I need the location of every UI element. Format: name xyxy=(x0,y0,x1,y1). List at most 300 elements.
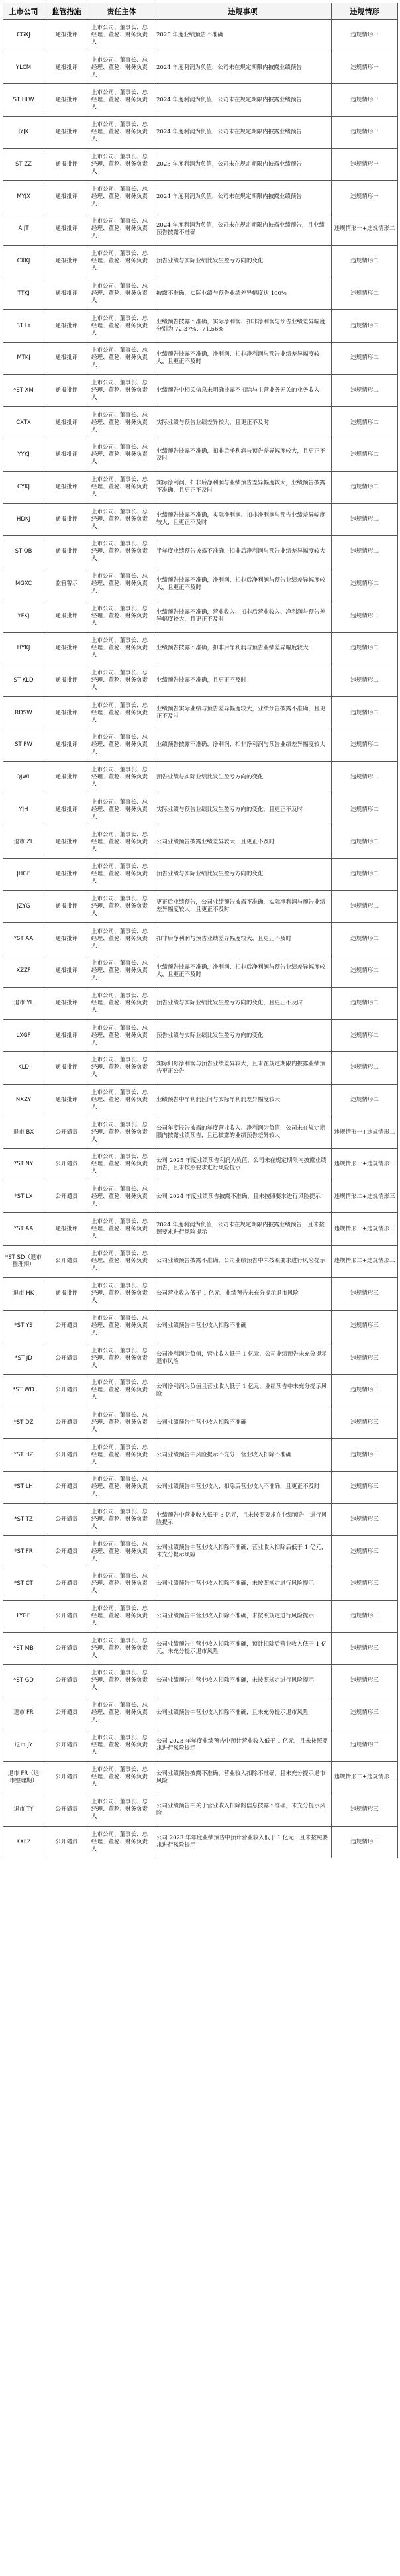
table-row xyxy=(3,890,398,923)
company-cell: *ST NY xyxy=(3,1149,44,1181)
matter-cell: 业绩预告中营业收入低于 3 亿元，且未按照要求在业绩预告中进行风险提示 xyxy=(154,1503,332,1536)
matter-cell: 预告业绩与实际业绩比发生盈亏方向的变化 xyxy=(154,761,332,794)
type-cell: 违规情形二 xyxy=(332,697,398,729)
table-row xyxy=(3,374,398,407)
company-cell: *ST JD xyxy=(3,1342,44,1375)
company-cell: *ST MB xyxy=(3,1633,44,1665)
matter-cell: 实际归母净利润与预告业绩差异较大，且未在规定期限内披露业绩预告更正公告 xyxy=(154,1052,332,1085)
type-cell: 违规情形三 xyxy=(332,1439,398,1472)
subject-cell: 上市公司、董事长、总经理、董秘、财务负责人 xyxy=(89,342,154,374)
subject-cell: 上市公司、董事长、总经理、董秘、财务负责人 xyxy=(89,890,154,923)
company-cell: *ST FR xyxy=(3,1536,44,1568)
company-cell: LYGF xyxy=(3,1600,44,1633)
company-cell: QJWL xyxy=(3,761,44,794)
company-cell: 退市 FR xyxy=(3,1697,44,1729)
matter-cell: 公司业绩预告披露不准确，营业收入扣除不准确，且未充分提示退市风险 xyxy=(154,1762,332,1794)
matter-cell: 业绩预告披露不准确，实际净利润、扣非净利润与预告业绩差异幅度较大，且更正不及时 xyxy=(154,504,332,536)
type-cell: 违规情形二 xyxy=(332,278,398,310)
matter-cell: 2024 年度利润为负值，公司未在规定期限内披露业绩预告 xyxy=(154,117,332,149)
matter-cell: 公司业绩预告中营业收入扣除不准确 xyxy=(154,1310,332,1342)
measure-cell: 通报批评 xyxy=(44,923,89,955)
table-row xyxy=(3,1697,398,1729)
measure-cell: 通报批评 xyxy=(44,697,89,729)
company-cell: *ST WD xyxy=(3,1374,44,1407)
matter-cell: 预告业绩与实际业绩比发生盈亏方向的变化 xyxy=(154,1020,332,1052)
company-cell: *ST AA xyxy=(3,923,44,955)
company-cell: 退市 HK xyxy=(3,1277,44,1310)
subject-cell: 上市公司、董事长、总经理、董秘、财务负责人 xyxy=(89,310,154,343)
type-cell: 违规情形一 xyxy=(332,20,398,52)
type-cell: 违规情形二 xyxy=(332,504,398,536)
matter-cell: 2024 年度利润为负值，公司未在规定期限内披露业绩预告，且未按照要求进行风险提示 xyxy=(154,1213,332,1246)
company-cell: 退市 BX xyxy=(3,1116,44,1149)
measure-cell: 公开谴责 xyxy=(44,1794,89,1826)
type-cell: 违规情形二+违规情形三 xyxy=(332,1246,398,1278)
measure-cell: 通报批评 xyxy=(44,407,89,439)
table-row xyxy=(3,245,398,278)
header-subject: 责任主体 xyxy=(89,3,154,20)
measure-cell: 通报批评 xyxy=(44,1020,89,1052)
type-cell: 违规情形二 xyxy=(332,342,398,374)
matter-cell: 公司净利润为负值，营业收入低于 1 亿元，公司业绩预告未充分提示退市风险 xyxy=(154,1342,332,1375)
table-row xyxy=(3,633,398,665)
table-row xyxy=(3,568,398,600)
matter-cell: 公司净利润为负值且营业收入低于 1 亿元，业绩预告中未充分提示风险 xyxy=(154,1374,332,1407)
table-row xyxy=(3,761,398,794)
type-cell: 违规情形二 xyxy=(332,923,398,955)
table-row xyxy=(3,600,398,633)
subject-cell: 上市公司、董事长、总经理、董秘、财务负责人 xyxy=(89,858,154,890)
type-cell: 违规情形二 xyxy=(332,310,398,343)
company-cell: JHGF xyxy=(3,858,44,890)
table-row xyxy=(3,1503,398,1536)
table-row xyxy=(3,342,398,374)
table-row xyxy=(3,1213,398,1246)
type-cell: 违规情形二 xyxy=(332,665,398,697)
subject-cell: 上市公司、董事长、总经理、董秘、财务负责人 xyxy=(89,1052,154,1085)
subject-cell: 上市公司、董事长、总经理、董秘、财务负责人 xyxy=(89,1697,154,1729)
table-row xyxy=(3,1633,398,1665)
subject-cell: 上市公司、董事长、总经理、董秘、财务负责人 xyxy=(89,84,154,117)
company-cell: 退市 YL xyxy=(3,987,44,1020)
matter-cell: 公司 2023 年年度业绩预告中预计营业收入低于 1 亿元，且未按照要求进行风险提示 xyxy=(154,1826,332,1858)
subject-cell: 上市公司、董事长、总经理、董秘、财务负责人 xyxy=(89,536,154,568)
table-row xyxy=(3,987,398,1020)
header-matter: 违规事项 xyxy=(154,3,332,20)
company-cell: 退市 FR（退市整理期） xyxy=(3,1762,44,1794)
type-cell: 违规情形二 xyxy=(332,600,398,633)
subject-cell: 上市公司、董事长、总经理、董秘、财务负责人 xyxy=(89,213,154,246)
table-row xyxy=(3,729,398,762)
company-cell: 退市 ZL xyxy=(3,826,44,859)
type-cell: 违规情形三 xyxy=(332,1471,398,1503)
matter-cell: 业绩预告中净利润区间与实际净利润差异幅度较大 xyxy=(154,1084,332,1116)
company-cell: MGXC xyxy=(3,568,44,600)
table-row xyxy=(3,439,398,471)
company-cell: *ST TZ xyxy=(3,1503,44,1536)
measure-cell: 监管警示 xyxy=(44,568,89,600)
matter-cell: 更正后业绩预告，公司业绩预告披露不准确，实际净利润与预告业绩差异幅度较大，且更正不及时 xyxy=(154,890,332,923)
company-cell: YYKJ xyxy=(3,439,44,471)
type-cell: 违规情形三 xyxy=(332,1600,398,1633)
company-cell: *ST AA xyxy=(3,1213,44,1246)
company-cell: *ST LH xyxy=(3,1471,44,1503)
table-row xyxy=(3,955,398,987)
measure-cell: 公开谴责 xyxy=(44,1439,89,1472)
table-row xyxy=(3,858,398,890)
subject-cell: 上市公司、董事长、总经理、董秘、财务负责人 xyxy=(89,761,154,794)
matter-cell: 公司业绩预告中营业收入扣除不准确，营业收入扣除后低于 1 亿元，未充分提示风险 xyxy=(154,1536,332,1568)
company-cell: LXGF xyxy=(3,1020,44,1052)
type-cell: 违规情形二 xyxy=(332,761,398,794)
type-cell: 违规情形三 xyxy=(332,1374,398,1407)
company-cell: CXKJ xyxy=(3,245,44,278)
measure-cell: 通报批评 xyxy=(44,665,89,697)
table-row xyxy=(3,536,398,568)
measure-cell: 通报批评 xyxy=(44,181,89,213)
matter-cell: 业绩预告披露不准确，净利润、扣非净利润与预告业绩差异幅度较大，且更正不及时 xyxy=(154,342,332,374)
table-row xyxy=(3,1439,398,1472)
type-cell: 违规情形二 xyxy=(332,633,398,665)
subject-cell: 上市公司、董事长、总经理、董秘、财务负责人 xyxy=(89,1374,154,1407)
matter-cell: 2025 年度业绩预告不准确 xyxy=(154,20,332,52)
subject-cell: 上市公司、董事长、总经理、董秘、财务负责人 xyxy=(89,826,154,859)
subject-cell: 上市公司、董事长、总经理、董秘、财务负责人 xyxy=(89,1665,154,1697)
matter-cell: 公司业绩预告中营业收入扣除不准确，未按照规定进行风险提示 xyxy=(154,1665,332,1697)
table-row xyxy=(3,923,398,955)
measure-cell: 公开谴责 xyxy=(44,1600,89,1633)
measure-cell: 通报批评 xyxy=(44,504,89,536)
measure-cell: 公开谴责 xyxy=(44,1503,89,1536)
measure-cell: 通报批评 xyxy=(44,890,89,923)
table-row xyxy=(3,1794,398,1826)
matter-cell: 半年度业绩预告披露不准确，扣非后净利润与预告业绩差异幅度较大 xyxy=(154,536,332,568)
table-row xyxy=(3,1310,398,1342)
type-cell: 违规情形二 xyxy=(332,729,398,762)
table-row xyxy=(3,665,398,697)
company-cell: HYKJ xyxy=(3,633,44,665)
matter-cell: 2024 年度利润为负值，公司未在规定期限内披露业绩预告 xyxy=(154,52,332,84)
matter-cell: 预告业绩与实际业绩比发生盈亏方向的变化 xyxy=(154,245,332,278)
matter-cell: 业绩预告披露不准确，且更正不及时 xyxy=(154,665,332,697)
type-cell: 违规情形三 xyxy=(332,1826,398,1858)
table-row xyxy=(3,1826,398,1858)
subject-cell: 上市公司、董事长、总经理、董秘、财务负责人 xyxy=(89,1471,154,1503)
matter-cell: 业绩预告实际业绩与预告差异幅度较大，业绩预告披露不准确，且更正不及时 xyxy=(154,697,332,729)
measure-cell: 通报批评 xyxy=(44,342,89,374)
table-row xyxy=(3,1665,398,1697)
subject-cell: 上市公司、董事长、总经理、董秘、财务负责人 xyxy=(89,1633,154,1665)
matter-cell: 2023 年度利润为负值，公司未在规定期限内披露业绩预告 xyxy=(154,148,332,181)
table-row xyxy=(3,20,398,52)
company-cell: TTKJ xyxy=(3,278,44,310)
matter-cell: 公司年度报告披露的年度营业收入、净利润为负值，公司未在规定期限内披露业绩预告，且已披露的业绩预告差异较大 xyxy=(154,1116,332,1149)
subject-cell: 上市公司、董事长、总经理、董秘、财务负责人 xyxy=(89,1794,154,1826)
matter-cell: 预告业绩与实际业绩比发生盈亏方向的变化，且更正不及时 xyxy=(154,987,332,1020)
table-row xyxy=(3,1600,398,1633)
subject-cell: 上市公司、董事长、总经理、董秘、财务负责人 xyxy=(89,665,154,697)
subject-cell: 上市公司、董事长、总经理、董秘、财务负责人 xyxy=(89,374,154,407)
matter-cell: 公司 2023 年年度业绩预告中预计营业收入低于 1 亿元，且未按照要求进行风险提示 xyxy=(154,1729,332,1762)
subject-cell: 上市公司、董事长、总经理、董秘、财务负责人 xyxy=(89,1536,154,1568)
measure-cell: 公开谴责 xyxy=(44,1729,89,1762)
subject-cell: 上市公司、董事长、总经理、董秘、财务负责人 xyxy=(89,504,154,536)
measure-cell: 通报批评 xyxy=(44,1084,89,1116)
type-cell: 违规情形二+违规情形三 xyxy=(332,1181,398,1213)
type-cell: 违规情形二 xyxy=(332,858,398,890)
table-row xyxy=(3,1762,398,1794)
subject-cell: 上市公司、董事长、总经理、董秘、财务负责人 xyxy=(89,1729,154,1762)
table-row xyxy=(3,504,398,536)
subject-cell: 上市公司、董事长、总经理、董秘、财务负责人 xyxy=(89,1213,154,1246)
subject-cell: 上市公司、董事长、总经理、董秘、财务负责人 xyxy=(89,1600,154,1633)
table-row xyxy=(3,1116,398,1149)
measure-cell: 通报批评 xyxy=(44,213,89,246)
company-cell: MTKJ xyxy=(3,342,44,374)
subject-cell: 上市公司、董事长、总经理、董秘、财务负责人 xyxy=(89,794,154,826)
measure-cell: 公开谴责 xyxy=(44,1471,89,1503)
subject-cell: 上市公司、董事长、总经理、董秘、财务负责人 xyxy=(89,471,154,504)
type-cell: 违规情形二 xyxy=(332,568,398,600)
matter-cell: 公司业绩预告中营业收入扣除不准确，预计扣除后营业收入低于 1 亿元，未充分提示退市风险 xyxy=(154,1633,332,1665)
measure-cell: 公开谴责 xyxy=(44,1568,89,1601)
matter-cell: 扣非后净利润与预告业绩差异幅度较大，且更正不及时 xyxy=(154,923,332,955)
subject-cell: 上市公司、董事长、总经理、董秘、财务负责人 xyxy=(89,697,154,729)
company-cell: JZYG xyxy=(3,890,44,923)
table-row xyxy=(3,407,398,439)
measure-cell: 通报批评 xyxy=(44,858,89,890)
measure-cell: 通报批评 xyxy=(44,117,89,149)
matter-cell: 公司业绩预告中营业收入扣除不准确，且未充分提示退市风险 xyxy=(154,1697,332,1729)
table-row xyxy=(3,1568,398,1601)
measure-cell: 通报批评 xyxy=(44,148,89,181)
company-cell: *ST HZ xyxy=(3,1439,44,1472)
company-cell: HDKJ xyxy=(3,504,44,536)
table-row xyxy=(3,1374,398,1407)
type-cell: 违规情形二 xyxy=(332,987,398,1020)
measure-cell: 公开谴责 xyxy=(44,1181,89,1213)
violation-table xyxy=(3,3,398,1858)
measure-cell: 公开谴责 xyxy=(44,1697,89,1729)
subject-cell: 上市公司、董事长、总经理、董秘、财务负责人 xyxy=(89,181,154,213)
type-cell: 违规情形三 xyxy=(332,1342,398,1375)
matter-cell: 业绩预告披露不准确，扣非后净利润与预告差异幅度较大，且更正不及时 xyxy=(154,439,332,471)
subject-cell: 上市公司、董事长、总经理、董秘、财务负责人 xyxy=(89,1503,154,1536)
type-cell: 违规情形二 xyxy=(332,407,398,439)
table-row xyxy=(3,1729,398,1762)
type-cell: 违规情形二 xyxy=(332,1084,398,1116)
matter-cell: 业绩预告披露不准确，净利润、扣非后净利润与预告业绩差异幅度较大，且更正不及时 xyxy=(154,955,332,987)
company-cell: AJJT xyxy=(3,213,44,246)
subject-cell: 上市公司、董事长、总经理、董秘、财务负责人 xyxy=(89,1116,154,1149)
subject-cell: 上市公司、董事长、总经理、董秘、财务负责人 xyxy=(89,148,154,181)
matter-cell: 实际净利润、扣非后净利润与业绩预告差异幅度较大，业绩预告披露不准确，且更正不及时 xyxy=(154,471,332,504)
table-row xyxy=(3,1536,398,1568)
company-cell: CXTX xyxy=(3,407,44,439)
table-header-row xyxy=(3,3,398,20)
table-row xyxy=(3,1181,398,1213)
matter-cell: 公司业绩预告披露不准确，公司业绩预告中未按照要求进行风险提示 xyxy=(154,1246,332,1278)
company-cell: YLCM xyxy=(3,52,44,84)
company-cell: ST QB xyxy=(3,536,44,568)
subject-cell: 上市公司、董事长、总经理、董秘、财务负责人 xyxy=(89,245,154,278)
type-cell: 违规情形一+违规情形二 xyxy=(332,1116,398,1149)
company-cell: *ST XM xyxy=(3,374,44,407)
company-cell: RDSW xyxy=(3,697,44,729)
company-cell: MYJX xyxy=(3,181,44,213)
type-cell: 违规情形一+违规情形三 xyxy=(332,1149,398,1181)
table-row xyxy=(3,1246,398,1278)
measure-cell: 公开谴责 xyxy=(44,1665,89,1697)
subject-cell: 上市公司、董事长、总经理、董秘、财务负责人 xyxy=(89,1149,154,1181)
measure-cell: 公开谴责 xyxy=(44,1310,89,1342)
header-measure: 监管措施 xyxy=(44,3,89,20)
measure-cell: 通报批评 xyxy=(44,729,89,762)
measure-cell: 通报批评 xyxy=(44,826,89,859)
company-cell: *ST DZ xyxy=(3,1407,44,1439)
company-cell: ST LY xyxy=(3,310,44,343)
type-cell: 违规情形一 xyxy=(332,84,398,117)
matter-cell: 公司业绩预告中风险提示不充分，营业收入扣除不准确 xyxy=(154,1439,332,1472)
company-cell: ST PW xyxy=(3,729,44,762)
subject-cell: 上市公司、董事长、总经理、董秘、财务负责人 xyxy=(89,407,154,439)
type-cell: 违规情形二 xyxy=(332,1052,398,1085)
measure-cell: 公开谴责 xyxy=(44,1342,89,1375)
company-cell: NXZY xyxy=(3,1084,44,1116)
company-cell: ST ZZ xyxy=(3,148,44,181)
subject-cell: 上市公司、董事长、总经理、董秘、财务负责人 xyxy=(89,52,154,84)
matter-cell: 预告业绩与实际业绩比发生盈亏方向的变化 xyxy=(154,858,332,890)
table-row xyxy=(3,1020,398,1052)
measure-cell: 通报批评 xyxy=(44,600,89,633)
type-cell: 违规情形二 xyxy=(332,245,398,278)
company-cell: *ST YS xyxy=(3,1310,44,1342)
type-cell: 违规情形二 xyxy=(332,890,398,923)
type-cell: 违规情形二 xyxy=(332,1020,398,1052)
type-cell: 违规情形三 xyxy=(332,1310,398,1342)
type-cell: 违规情形一 xyxy=(332,117,398,149)
type-cell: 违规情形三 xyxy=(332,1503,398,1536)
matter-cell: 公司业绩预告中营业收入扣除不准确 xyxy=(154,1407,332,1439)
subject-cell: 上市公司、董事长、总经理、董秘、财务负责人 xyxy=(89,923,154,955)
matter-cell: 业绩预告披露不准确，营业收入、扣非后营业收入、净利润与预告差异幅度较大，且更正不及时 xyxy=(154,600,332,633)
matter-cell: 业绩预告披露不准确，实际净利润、扣非净利润与预告业绩差异幅度分别为 72.37%、71.56% xyxy=(154,310,332,343)
type-cell: 违规情形一 xyxy=(332,148,398,181)
type-cell: 违规情形三 xyxy=(332,1407,398,1439)
matter-cell: 业绩预告披露不准确，净利润、扣非净利润与预告业绩差异幅度较大 xyxy=(154,729,332,762)
measure-cell: 通报批评 xyxy=(44,310,89,343)
matter-cell: 公司业绩预告披露业绩差异较大，且更正不及时 xyxy=(154,826,332,859)
measure-cell: 通报批评 xyxy=(44,52,89,84)
subject-cell: 上市公司、董事长、总经理、董秘、财务负责人 xyxy=(89,600,154,633)
measure-cell: 公开谴责 xyxy=(44,1633,89,1665)
table-row xyxy=(3,148,398,181)
matter-cell: 业绩预告披露不准确，扣非后净利润与预告业绩差异幅度较大 xyxy=(154,633,332,665)
type-cell: 违规情形三 xyxy=(332,1568,398,1601)
matter-cell: 公司营业收入低于 1 亿元，业绩预告未充分提示退市风险 xyxy=(154,1277,332,1310)
type-cell: 违规情形三 xyxy=(332,1697,398,1729)
table-row xyxy=(3,1277,398,1310)
company-cell: CYKJ xyxy=(3,471,44,504)
measure-cell: 通报批评 xyxy=(44,794,89,826)
measure-cell: 通报批评 xyxy=(44,84,89,117)
type-cell: 违规情形二 xyxy=(332,471,398,504)
measure-cell: 公开谴责 xyxy=(44,1762,89,1794)
measure-cell: 通报批评 xyxy=(44,1213,89,1246)
company-cell: 退市 TY xyxy=(3,1794,44,1826)
company-cell: XZZF xyxy=(3,955,44,987)
table-row xyxy=(3,213,398,246)
subject-cell: 上市公司、董事长、总经理、董秘、财务负责人 xyxy=(89,568,154,600)
matter-cell: 公司业绩预告中营业收入、扣除后营业收入不准确，且更正不及时 xyxy=(154,1471,332,1503)
table-body xyxy=(3,20,398,1858)
type-cell: 违规情形二+违规情形三 xyxy=(332,1762,398,1794)
subject-cell: 上市公司、董事长、总经理、董秘、财务负责人 xyxy=(89,439,154,471)
company-cell: *ST CT xyxy=(3,1568,44,1601)
company-cell: YFKJ xyxy=(3,600,44,633)
type-cell: 违规情形三 xyxy=(332,1794,398,1826)
table-row xyxy=(3,826,398,859)
measure-cell: 通报批评 xyxy=(44,987,89,1020)
type-cell: 违规情形二 xyxy=(332,826,398,859)
measure-cell: 公开谴责 xyxy=(44,1149,89,1181)
type-cell: 违规情形二 xyxy=(332,955,398,987)
subject-cell: 上市公司、董事长、总经理、董秘、财务负责人 xyxy=(89,1568,154,1601)
measure-cell: 通报批评 xyxy=(44,20,89,52)
table-row xyxy=(3,471,398,504)
table-row xyxy=(3,310,398,343)
header-type: 违规情形 xyxy=(332,3,398,20)
header-company: 上市公司 xyxy=(3,3,44,20)
table-row xyxy=(3,181,398,213)
table-row xyxy=(3,1471,398,1503)
subject-cell: 上市公司、董事长、总经理、董秘、财务负责人 xyxy=(89,1826,154,1858)
company-cell: *ST GD xyxy=(3,1665,44,1697)
subject-cell: 上市公司、董事长、总经理、董秘、财务负责人 xyxy=(89,1762,154,1794)
subject-cell: 上市公司、董事长、总经理、董秘、财务负责人 xyxy=(89,278,154,310)
measure-cell: 通报批评 xyxy=(44,278,89,310)
subject-cell: 上市公司、董事长、总经理、董秘、财务负责人 xyxy=(89,117,154,149)
type-cell: 违规情形二 xyxy=(332,374,398,407)
matter-cell: 实际业绩与预告业绩比发生盈亏方向的变化，且更正不及时 xyxy=(154,794,332,826)
measure-cell: 通报批评 xyxy=(44,1052,89,1085)
company-cell: ST HLW xyxy=(3,84,44,117)
company-cell: YJH xyxy=(3,794,44,826)
matter-cell: 公司业绩预告中营业收入扣除不准确，未按照规定进行风险提示 xyxy=(154,1568,332,1601)
subject-cell: 上市公司、董事长、总经理、董秘、财务负责人 xyxy=(89,1439,154,1472)
company-cell: *ST SD（退市整理期） xyxy=(3,1246,44,1278)
matter-cell: 2024 年度利润为负值，公司未在规定期限内披露业绩预告，且业绩预告披露不准确 xyxy=(154,213,332,246)
matter-cell: 公司业绩预告中关于营业收入扣除的信息披露不准确，未充分提示风险 xyxy=(154,1794,332,1826)
company-cell: KLD xyxy=(3,1052,44,1085)
matter-cell: 公司 2024 年度业绩预告披露不准确，且未按照要求进行风险提示 xyxy=(154,1181,332,1213)
type-cell: 违规情形二 xyxy=(332,439,398,471)
measure-cell: 通报批评 xyxy=(44,1277,89,1310)
table-row xyxy=(3,1407,398,1439)
company-cell: KXFZ xyxy=(3,1826,44,1858)
subject-cell: 上市公司、董事长、总经理、董秘、财务负责人 xyxy=(89,1181,154,1213)
company-cell: *ST LX xyxy=(3,1181,44,1213)
subject-cell: 上市公司、董事长、总经理、董秘、财务负责人 xyxy=(89,20,154,52)
subject-cell: 上市公司、董事长、总经理、董秘、财务负责人 xyxy=(89,1407,154,1439)
measure-cell: 通报批评 xyxy=(44,955,89,987)
type-cell: 违规情形三 xyxy=(332,1729,398,1762)
table-row xyxy=(3,1052,398,1085)
measure-cell: 通报批评 xyxy=(44,471,89,504)
subject-cell: 上市公司、董事长、总经理、董秘、财务负责人 xyxy=(89,1342,154,1375)
measure-cell: 通报批评 xyxy=(44,245,89,278)
measure-cell: 公开谴责 xyxy=(44,1536,89,1568)
